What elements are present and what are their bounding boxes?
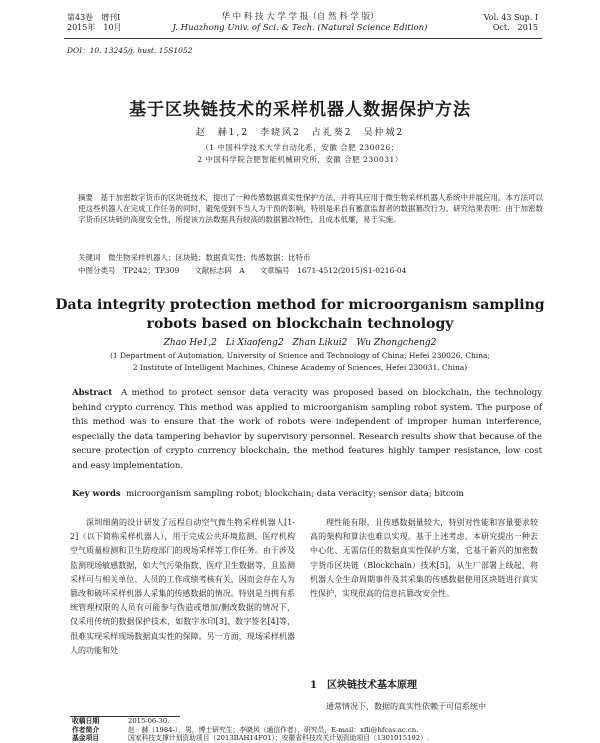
date-cn: 2015年 10月 [67, 23, 122, 32]
volume-info-en [484, 13, 538, 33]
keywords-en-text: microorganism sampling robot; blockchain; data veracity; sensor data; bitcoin [126, 489, 465, 499]
authors-cn: 赵 赫1,2 李晓风2 占礼葵2 吴仲城2 [195, 128, 405, 138]
classification-line: 中图分类号 TP242；TP309 文献标志码 A 文章编号 1671-4512(2015)S1-0216-04 [78, 266, 407, 275]
paper-title-en-line-2: robots based on blockchain technology [146, 316, 454, 332]
footnote-label: 基金项目 [72, 734, 100, 742]
paper-title-en-line-1: Data integrity protection method for microorganism sampling [55, 297, 545, 313]
affiliation-en-2: 2 Institute of Intelligent Machines, Chinese Academy of Sciences, Hefei 230031, China) [132, 363, 468, 372]
volume-cn: 第43卷 增刊Ⅰ [67, 13, 121, 22]
journal-name-cn: 华 中 科 技 大 学 学 报（自 然 科 学 版） [221, 12, 379, 22]
paper-title-cn: 基于区块链技术的采样机器人数据保护方法 [129, 100, 471, 120]
section-heading-1: 1 区块链技术基本原理 [310, 680, 417, 691]
authors-en: Zhao He1,2 Li Xiaofeng2 Zhan Likui2 Wu Zhongcheng2 [163, 338, 437, 348]
affiliation-cn-1: （1 中国科学技术大学自动化系，安徽 合肥 230026； [201, 143, 399, 152]
footnote-text: 2015-06-30. [128, 717, 170, 725]
keywords-en [72, 489, 464, 499]
journal-name-en: J. Huazhong Univ. of Sci. & Tech. (Natural Science Edition) [172, 23, 428, 33]
keywords-cn: 关键词 微生物采样机器人；区块链；数据真实性；传感数据；比特币 [78, 253, 311, 262]
keywords-en-label: Key words [72, 489, 121, 499]
volume-en: Vol. 43 Sup. Ⅰ [483, 13, 538, 22]
abstract-en [72, 386, 542, 473]
abstract-en-label: Abstract [72, 388, 113, 398]
footnote-label: 收稿日期 [72, 717, 100, 725]
abstract-en-text: A method to protect sensor data veracity was proposed based on blockchain, the technology behind crypto currency. This method was applied to microorganism sampling robot system. The purpose of this method was to ensure that the work of robots were independent of improper human interference, especially the data tampering behavior by supervisory personnel. Research results show that because of the secure protection of crypto currency blockchain, the method features highly tamper resistance, low cost and easy implementation. [72, 388, 543, 471]
date-en: Oct. 2015 [492, 23, 538, 32]
body-column-left: 深圳细菌的设计研发了远程自动空气微生物采样机器人[1-2]（以下简称采样机器人），用于完成公共环境监测、医疗机构空气质量检测和卫生防疫部门的现场采样等工作任务。由于涉及监测现场敏感数据，如大气污染指数、医疗卫生数据等，且监测采样可与相关单位、人员的工作成绩考核有关，因而会存在人为篡改和破坏采样机器人采集的传感数据的情况。特别是当拥有系统管理权限的人员有可能参与伪造或增加/删改数据的情况下，仅采用传统的数据保护技术，如数字水印[3]、数字签名[4]等，很难实现采样现场数据真实性的保障。另一方面，现场采样机器人的功能和处 [70, 518, 295, 655]
affiliation-cn-2: 2 中国科学院合肥智能机械研究所，安徽 合肥 230031） [197, 155, 403, 164]
body-column-right: 理性能有限，且传感数据量较大，特别对性能和容量要求较高的架构和算法也难以实现。基于上述考虑，本研究提出一种去中心化、无需信任的数据真实性保护方案，它基于新兴的加密数字货币区块链（Blockchain）技术[5]，从生厂部署上线起，将机器人全生命周期事件及其采集的传感数据使用区块链进行真实性保护，实现很高的信息抗篡改安全性。 [310, 518, 538, 599]
footnote-label: 作者简介 [72, 726, 100, 734]
abstract-cn: 摘要 基于加密数字货币的区块链技术，提出了一种传感数据真实性保护方法，并将其应用于微生物采样机器人系统中并展应用。本方法可以使这些机器人在完成工作任务的同时，避免受到不当人为干预的影响，特别是来自有蓄意监督者的数据篡改行为。研究结果表明：由于加密数字货币区块链的高度安全性，所提该方法数据具有较高的数据篡改特性，且成本低廉，易于实施。 [78, 193, 543, 224]
footnote-received [72, 717, 169, 726]
affiliation-en-1: (1 Department of Automation, University of Science and Technology of China, Hefei 230026, China; [109, 351, 491, 360]
footnote-funding [72, 734, 429, 743]
doi: DOI：10. 13245/j. hust. 15S1052 [67, 46, 193, 55]
footnote-text: 赵 赫（1984-），男，博士研究生；李晓风（通信作者），研究员，E-mail：xfli@hfcas.ac.cn. [128, 726, 419, 734]
section-1-text: 通常情况下，数据的真实性依赖于可信系统中 [326, 702, 486, 711]
header-rule [64, 38, 542, 39]
footnote-text: 国家科技支撑计划资助项目（2013BAH14F01）；安徽省科技攻关计划资助项目（1301015192）. [128, 734, 430, 742]
